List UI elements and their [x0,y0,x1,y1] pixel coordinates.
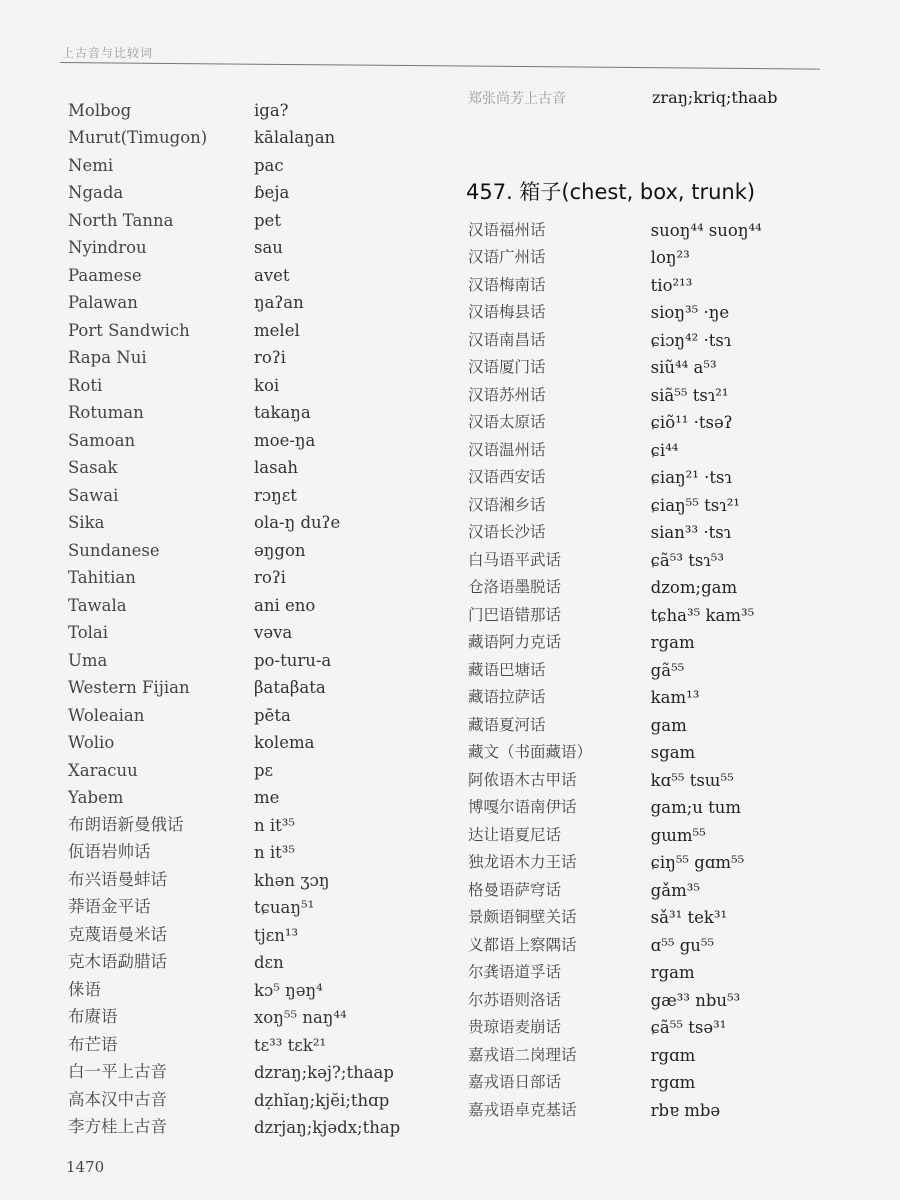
entry-language: 克蔑语曼米话 [68,924,167,944]
entry-row [468,570,798,598]
entry-form: tɛ³³ tɛk²¹ [254,1035,327,1055]
entry-language: 汉语温州话 [468,440,546,459]
entry-form: tɕuaŋ⁵¹ [254,898,315,917]
entry-row [68,642,448,670]
entry-form: moe-ŋa [254,430,316,450]
entry-row [468,405,798,433]
entry-form: gã⁵⁵ [650,660,685,680]
entry-row [68,1110,448,1138]
entry-language: 嘉戎语卓克基话 [468,1100,577,1119]
entry-form: me [254,788,280,807]
entry-language: 汉语西安话 [468,468,546,486]
entry-language: 俫语 [68,979,101,999]
entry-language: 白一平上古音 [68,1062,167,1081]
entry-row [468,680,798,708]
entry-form: takaŋa [254,403,311,422]
entry-language: 克木语勐腊话 [68,952,167,971]
entry-form: gæ³³ nbu⁵³ [650,990,741,1010]
entry-language: 门巴语错那话 [468,605,562,624]
entry-row [68,257,448,285]
entry-row [68,587,448,615]
entry-form: roʔi [254,568,286,587]
left-column [68,92,448,1137]
entry-form: dɛn [254,953,284,972]
entry-language: Samoan [68,430,136,450]
entry-row [68,752,448,780]
entry-language: Woleaian [68,705,145,725]
entry-language: 汉语湘乡话 [468,495,546,514]
entry-form: lasah [254,458,299,477]
entry-row [68,175,448,203]
entry-language: 嘉戎语二岗理话 [468,1045,577,1064]
entry-row [68,560,448,588]
entry-language: 格曼语萨穹话 [468,880,562,899]
entry-form: kolema [254,733,315,752]
entry-row [468,1092,798,1120]
entry-form: po-turu-a [254,650,332,670]
entry-language: Nemi [68,155,114,175]
entry-form: pɛ [254,760,274,780]
entry-language: 景颇语铜壁关话 [468,908,577,926]
entry-language: 布朗语新曼俄话 [68,814,184,834]
entry-language: Tawala [68,595,127,615]
entry-language: 布赓语 [68,1007,118,1026]
entry-language: Tahitian [68,568,136,587]
entry-row [68,945,448,973]
entry-language: 贵琼语麦崩话 [468,1018,562,1036]
entry-form: rɔŋɛt [254,485,297,505]
entry-language: 汉语苏州话 [468,385,546,404]
entry-form: tɕha³⁵ kam³⁵ [650,605,755,625]
entry-language: 佤语岩帅话 [68,842,151,861]
entry-row [68,312,448,340]
entry-form: suoŋ⁴⁴ suoŋ⁴⁴ [650,220,762,240]
page-number: 1470 [66,1158,105,1176]
entry-row [468,597,798,625]
entry-language: 李方桂上古音 [68,1117,167,1136]
entry-row [68,807,448,835]
entry-form: ɕiŋ⁵⁵ gɑm⁵⁵ [650,853,745,872]
entry-form: gam [650,715,687,735]
entry-form: gɯm⁵⁵ [650,825,706,845]
entry-form: kam¹³ [650,688,700,707]
entry-row [468,377,798,405]
entry-form: pet [254,210,281,230]
entry-row [468,350,798,378]
entry-form: tio²¹³ [650,275,693,295]
entry-form: gam;u tum [650,798,742,817]
entry-language: Sika [68,513,105,532]
entry-language: Western Fijian [68,678,190,697]
entry-language: 汉语太原话 [468,413,546,431]
entry-form: ɓeja [254,183,290,202]
entry-form: rgam [650,963,695,982]
entry-form: vəva [254,623,293,642]
entry-language: Tolai [68,623,109,642]
entry-row [68,890,448,918]
entry-row [68,367,448,395]
entry-row [468,432,798,460]
entry-row [68,202,448,230]
entry-row [68,917,448,945]
entry-row [468,982,798,1010]
entry-row [68,422,448,450]
entry-language: Molbog [68,100,132,120]
entry-language: Ngada [68,183,124,202]
entry-row [468,817,798,845]
entry-language: Port Sandwich [68,320,190,340]
entry-language: 布兴语曼蚌话 [68,869,167,889]
entry-language: 汉语厦门话 [468,358,546,376]
entry-row [468,515,798,543]
entry-language: Paamese [68,265,142,285]
entry-row [468,762,798,790]
entry-form: ɕiaŋ²¹ ·tsɿ [650,468,732,487]
entry-row [68,1027,448,1055]
entry-row [68,780,448,808]
entry-row [468,487,798,515]
entry-form: gǎm³⁵ [650,880,700,900]
entry-form: βataβata [254,678,326,697]
entry-row [68,1055,448,1083]
entry-row [68,1082,448,1110]
entry-language: Yabem [68,788,124,807]
entry-form: iga? [254,100,289,120]
entry-form: roʔi [254,348,286,367]
entry-language: Rapa Nui [68,348,147,367]
entry-form: ɕiɔŋ⁴² ·tsɿ [650,330,732,350]
entry-form: ɑ⁵⁵ gu⁵⁵ [650,935,715,955]
entry-form: dzom;gam [650,578,738,597]
entry-form: avet [254,265,290,285]
entry-row [468,927,798,955]
entry-language: Roti [68,375,103,395]
entry-form: ɕi⁴⁴ [650,440,679,460]
entry-form: dẓhĭaŋ;kjĕi;thɑp [254,1090,390,1110]
entry-language: 独龙语木力王话 [468,853,577,871]
entry-form: khən ʒɔŋ [254,870,330,890]
entry-row [68,532,448,560]
entry-row [68,477,448,505]
entry-row [468,707,798,735]
entry-language: 汉语福州话 [468,220,546,239]
entry-form: sioŋ³⁵ ·ŋe [650,303,730,322]
entry-language: Wolio [68,733,115,752]
entry-language: 阿侬语木古甲话 [468,770,577,789]
entry-language: North Tanna [68,210,174,230]
entry-form: loŋ²³ [650,248,690,267]
entry-row [468,1065,798,1093]
right-column [468,212,798,1120]
entry-form: dzrjaŋ;kjədx;thap [254,1118,401,1137]
entry-form: n it³⁵ [254,815,296,835]
entry-row [68,340,448,368]
entry-form: dzraŋ;kəj?;thaap [254,1063,394,1082]
entry-form: sǎ³¹ tek³¹ [650,908,728,927]
entry-language: Sawai [68,485,119,505]
entry-language: 藏语巴塘话 [468,660,546,679]
entry-form: tjɛn¹³ [254,925,299,945]
entry-form: rgam [650,633,695,652]
entry-form: ɕiaŋ⁵⁵ tsɿ²¹ [650,495,740,515]
entry-row [468,735,798,763]
entry-language: 布芒语 [68,1034,118,1054]
entry-row [68,230,448,258]
entry-language: 义都语上察隅话 [468,935,577,954]
top-entry [468,88,777,108]
entry-language: 嘉戎语日部话 [468,1073,562,1091]
entry-row [68,147,448,175]
entry-form: koi [254,375,280,395]
entry-row [468,900,798,928]
entry-language: Murut(Timugon) [68,128,208,147]
entry-form: pac [254,155,284,175]
entry-row [68,395,448,423]
entry-language: 仓洛语墨脱话 [468,578,562,596]
entry-row [68,862,448,890]
entry-row [68,697,448,725]
entry-form: sau [254,238,283,257]
entry-row [468,542,798,570]
entry-form: siã⁵⁵ tsɿ²¹ [650,385,729,405]
entry-language: 尔苏语则洛话 [468,990,562,1009]
entry-language: 博嘎尔语南伊话 [468,798,577,816]
entry-row [68,972,448,1000]
entry-form: rgɑm [650,1073,696,1092]
entry-row [468,460,798,488]
top-entry-language: 郑张尚芳上古音 [468,91,566,107]
entry-form: rgɑm [650,1045,696,1065]
entry-row [68,120,448,148]
header-rule [60,62,820,70]
entry-row [68,835,448,863]
entry-row [68,725,448,753]
entry-form: sgam [650,743,696,762]
entry-row [68,615,448,643]
entry-form: ola-ŋ duʔe [254,513,341,532]
entry-row [468,955,798,983]
entry-row [68,670,448,698]
entry-language: 藏语阿力克话 [468,633,562,651]
entry-language: 白马语平武话 [468,550,562,569]
entry-language: 汉语南昌话 [468,330,546,349]
section-title: 457. 箱子(chest, box, trunk) [466,180,756,204]
entry-language: 汉语长沙话 [468,523,546,541]
entry-form: xoŋ⁵⁵ naŋ⁴⁴ [254,1008,347,1027]
entry-form: kālalaŋan [254,128,336,147]
entry-row [468,845,798,873]
entry-row [468,1037,798,1065]
entry-row [468,1010,798,1038]
entry-form: ani eno [254,595,316,615]
entry-language: Uma [68,650,108,670]
entry-row [468,240,798,268]
entry-row [468,212,798,240]
entry-language: Rotuman [68,403,144,422]
entry-form: rbɐ mbə [650,1100,721,1120]
entry-language: 汉语梅县话 [468,303,546,321]
entry-row [468,652,798,680]
entry-language: 莽语金平话 [68,897,151,916]
entry-row [468,295,798,323]
entry-language: 汉语广州话 [468,248,546,266]
entry-form: ɕã⁵⁵ tsə³¹ [650,1018,727,1037]
entry-row [468,790,798,818]
entry-row [68,450,448,478]
entry-language: Nyindrou [68,238,147,257]
entry-language: Sundanese [68,540,160,560]
entry-form: n it³⁵ [254,843,296,862]
entry-form: siũ⁴⁴ a⁵³ [650,358,717,377]
entry-row [468,872,798,900]
entry-row [468,322,798,350]
entry-row [68,1000,448,1028]
entry-form: əŋgon [254,540,306,560]
entry-language: 藏语拉萨话 [468,688,546,706]
entry-language: Sasak [68,458,118,477]
entry-row [68,92,448,120]
top-entry-form: zraŋ;kriq;thaab [652,88,778,107]
entry-form: kɔ⁵ ŋəŋ⁴ [254,980,323,1000]
entry-form: pēta [254,705,291,725]
entry-language: Palawan [68,293,138,312]
entry-form: ŋaʔan [254,293,304,312]
entry-language: 高本汉中古音 [68,1089,167,1109]
entry-language: 藏文（书面藏语） [468,743,593,761]
entry-row [68,285,448,313]
entry-form: ɕã⁵³ tsɿ⁵³ [650,550,725,570]
entry-form: ɕiõ¹¹ ·tsəʔ [650,413,733,432]
entry-language: 达让语夏尼话 [468,825,562,844]
entry-language: Xaracuu [68,760,138,780]
entry-language: 藏语夏河话 [468,715,546,734]
entry-form: kɑ⁵⁵ tsɯ⁵⁵ [650,770,734,790]
entry-language: 尔龚语道孚话 [468,963,562,981]
entry-row [68,505,448,533]
running-head: 上古音与比较词 [62,46,154,60]
entry-row [468,625,798,653]
entry-form: melel [254,320,300,340]
entry-row [468,267,798,295]
entry-language: 汉语梅南话 [468,275,546,294]
entry-form: sian³³ ·tsɿ [650,523,732,542]
